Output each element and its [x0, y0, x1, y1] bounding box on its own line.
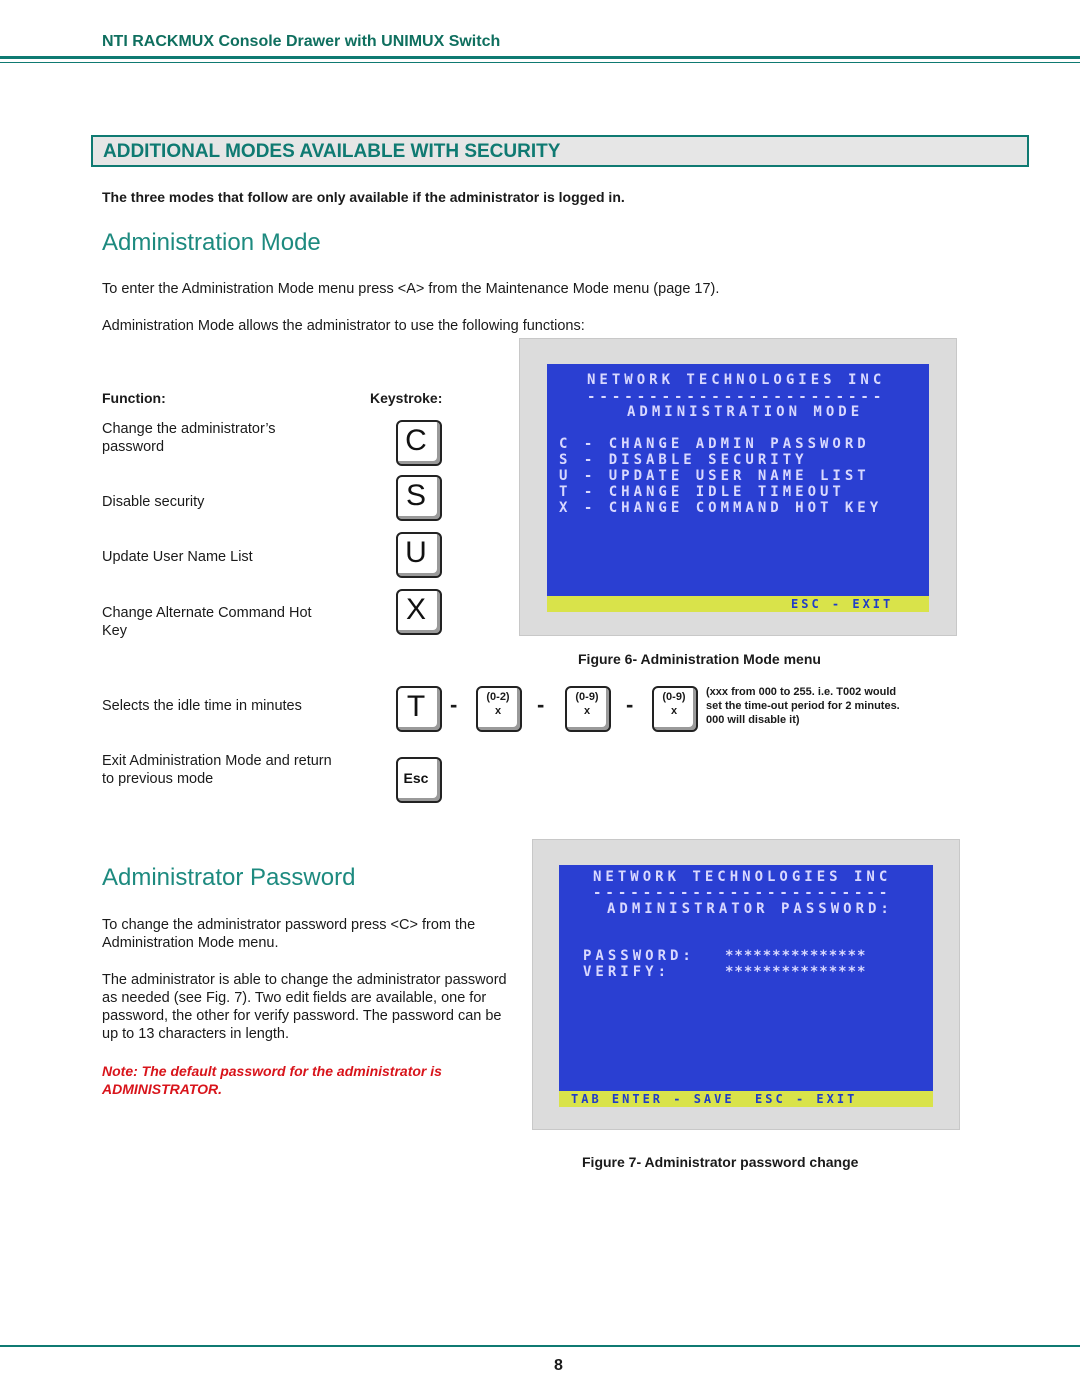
key-t: T	[396, 686, 442, 732]
header-rule	[0, 56, 1080, 59]
key-digit-0-9-b	[652, 686, 698, 732]
function-change-password: Change the administrator’s password	[102, 421, 276, 455]
admin-mode-desc: Administration Mode allows the administrator to use the following functions:	[102, 318, 585, 334]
section-title-box	[91, 135, 1029, 167]
admin-password-intro: To change the administrator password press <C> from the Administration Mode menu.	[102, 917, 476, 951]
screen-password-label: PASSWORD:	[583, 948, 695, 964]
admin-password-heading: Administrator Password	[102, 864, 356, 891]
screen-company-line: NETWORK TECHNOLOGIES INC	[593, 869, 892, 885]
screen-status-text: ESC - EXIT	[791, 597, 894, 611]
section-title: ADDITIONAL MODES AVAILABLE WITH SECURITY	[103, 141, 561, 162]
default-password-note: Note: The default password for the administrator is ADMINISTRATOR.	[102, 1063, 442, 1097]
screen-menu-item: T - CHANGE IDLE TIMEOUT	[559, 484, 845, 500]
screen-menu-item: S - DISABLE SECURITY	[559, 452, 808, 468]
screen-verify-field: ***************	[725, 964, 867, 980]
function-idle-time: Selects the idle time in minutes	[102, 698, 302, 714]
screen-menu-item: C - CHANGE ADMIN PASSWORD	[559, 436, 870, 452]
footer-rule	[0, 1345, 1080, 1347]
screen-divider: ------------------------	[593, 885, 892, 901]
keystroke-column-header: Keystroke:	[370, 390, 443, 406]
idle-time-note: (xxx from 000 to 255. i.e. T002 would set the time-out period for 2 minutes. 000 will disable it)	[706, 686, 900, 726]
screen-status-bar	[559, 1091, 933, 1107]
admin-mode-intro: To enter the Administration Mode menu press <A> from the Maintenance Mode menu (page 17).	[102, 281, 720, 297]
page-number: 8	[554, 1357, 563, 1374]
key-digit-0-2	[476, 686, 522, 732]
key-s: S	[396, 475, 442, 521]
screen-status-text: TAB ENTER - SAVE ESC - EXIT	[571, 1092, 858, 1106]
function-exit-admin: Exit Administration Mode and return to previous mode	[102, 753, 332, 787]
function-update-user-list: Update User Name List	[102, 549, 253, 565]
key-separator: -	[450, 692, 458, 717]
admin-password-desc: The administrator is able to change the administrator password as needed (see Fig. 7). Two edit fields are available, one for password, the other for verify password. The password can be up to 13 characters in length.	[102, 972, 507, 1042]
figure-6-caption: Figure 6- Administration Mode menu	[578, 651, 821, 667]
admin-mode-heading: Administration Mode	[102, 229, 321, 256]
key-separator: -	[626, 692, 634, 717]
screen-title: ADMINISTRATION MODE	[627, 404, 864, 420]
key-digit-range: (0-9)	[662, 691, 686, 703]
function-disable-security: Disable security	[102, 494, 205, 510]
screen-company-line: NETWORK TECHNOLOGIES INC	[587, 372, 886, 388]
screen-password-field: ***************	[725, 948, 867, 964]
function-column-header: Function:	[102, 390, 166, 406]
key-digit-x: x	[670, 705, 678, 717]
running-header: NTI RACKMUX Console Drawer with UNIMUX Switch	[102, 33, 501, 50]
screen-menu-item: X - CHANGE COMMAND HOT KEY	[559, 500, 883, 516]
screen-title: ADMINISTRATOR PASSWORD:	[607, 901, 893, 917]
key-digit-0-9-a	[565, 686, 611, 732]
key-esc: Esc	[396, 757, 442, 803]
screen-menu-item: U - UPDATE USER NAME LIST	[559, 468, 870, 484]
screen-divider: ------------------------	[587, 389, 886, 405]
admin-mode-screen	[547, 364, 929, 612]
key-digit-x: x	[494, 705, 502, 717]
figure-7-caption: Figure 7- Administrator password change	[582, 1154, 859, 1170]
key-digit-x: x	[583, 705, 591, 717]
admin-password-screen	[559, 865, 933, 1107]
section-lead: The three modes that follow are only available if the administrator is logged in.	[102, 189, 625, 205]
function-change-hot-key: Change Alternate Command Hot Key	[102, 605, 312, 639]
key-x: X	[396, 589, 442, 635]
key-u: U	[396, 532, 442, 578]
screen-status-bar	[547, 596, 929, 612]
key-digit-range: (0-2)	[486, 691, 510, 703]
key-digit-range: (0-9)	[575, 691, 599, 703]
header-rule-thin	[0, 62, 1080, 63]
key-separator: -	[537, 692, 545, 717]
key-c: C	[396, 420, 442, 466]
screen-verify-label: VERIFY:	[583, 964, 671, 980]
